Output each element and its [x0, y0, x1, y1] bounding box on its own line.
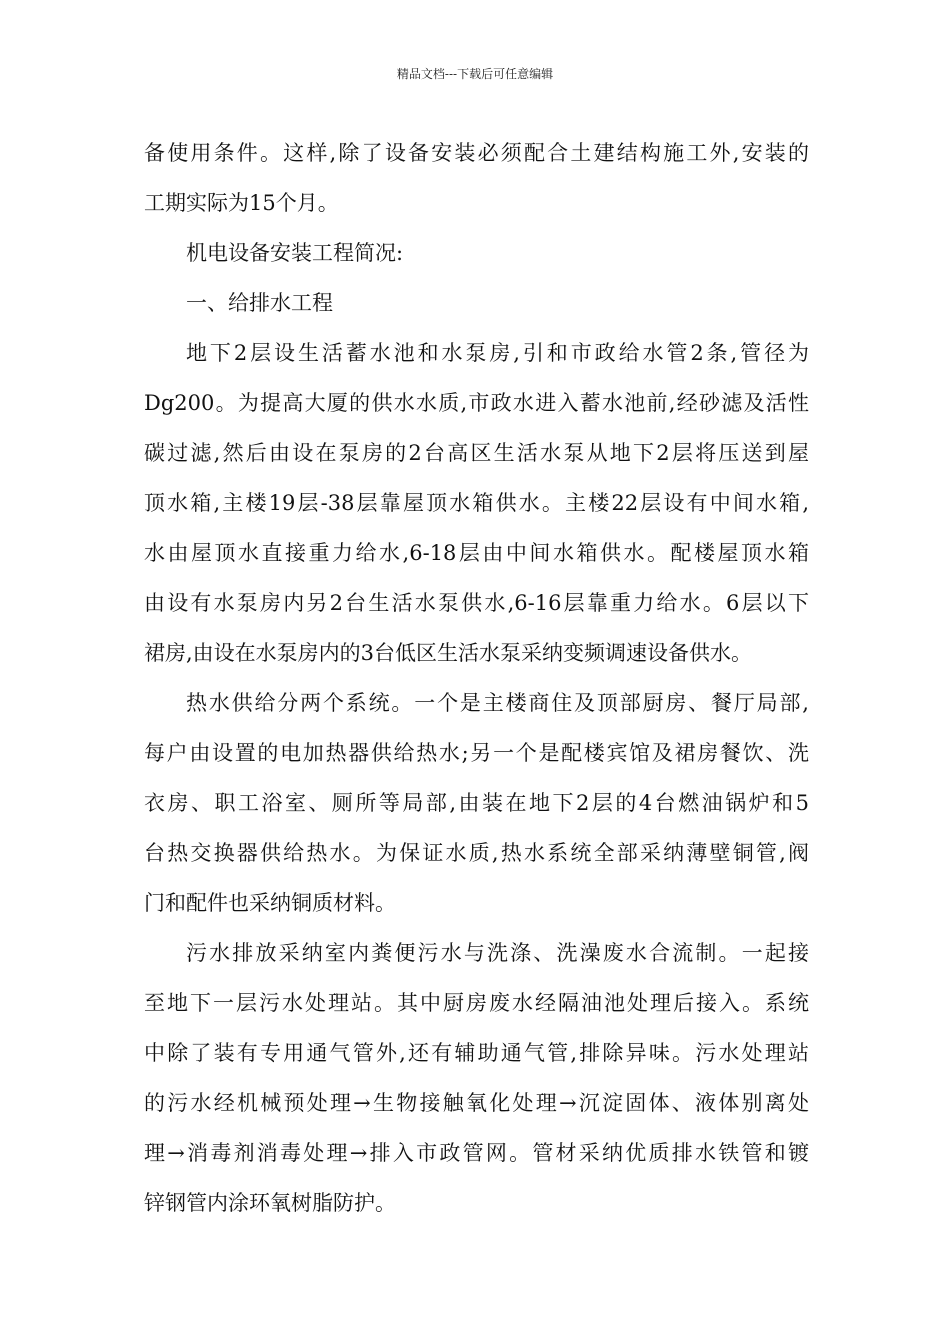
paragraph: [144, 328, 809, 678]
text-line: 备使用条件。这样,除了设备安装必须配合土建结构施工外,安装的: [144, 141, 809, 165]
text-line: 地下2层设生活蓄水池和水泵房,引和市政给水管2条,管径为: [186, 341, 809, 365]
paragraph: [144, 228, 809, 278]
text-line: 热水供给分两个系统。一个是主楼商住及顶部厨房、餐厅局部,: [186, 691, 809, 715]
text-line: 污水排放采纳室内粪便污水与洗涤、洗澡废水合流制。一起接: [186, 941, 809, 965]
page-header: 精品文档---下载后可任意编辑: [396, 67, 554, 81]
section-heading: 机电设备安装工程简况:: [186, 241, 404, 265]
text-line: 至地下一层污水处理站。其中厨房废水经隔油池处理后接入。系统: [144, 991, 809, 1015]
text-line: 锌钢管内涂环氧树脂防护。: [144, 1191, 396, 1215]
paragraph: [144, 928, 809, 1228]
text-line: 由设有水泵房内另2台生活水泵供水,6-16层靠重力给水。6层以下: [144, 591, 809, 615]
text-line: 每户由设置的电加热器供给热水;另一个是配楼宾馆及裙房餐饮、洗: [144, 741, 809, 765]
text-line: 碳过滤,然后由设在泵房的2台高区生活水泵从地下2层将压送到屋: [144, 441, 809, 465]
text-line: 工期实际为15个月。: [144, 191, 339, 215]
paragraph: [144, 128, 809, 228]
text-line: 理→消毒剂消毒处理→排入市政管网。管材采纳优质排水铁管和镀: [144, 1141, 809, 1165]
text-line: 衣房、职工浴室、厕所等局部,由装在地下2层的4台燃油锅炉和5: [144, 791, 809, 815]
text-line: 顶水箱,主楼19层-38层靠屋顶水箱供水。主楼22层设有中间水箱,: [144, 491, 809, 515]
subsection-heading: 一、给排水工程: [186, 291, 333, 315]
text-line: 水由屋顶水直接重力给水,6-18层由中间水箱供水。配楼屋顶水箱: [144, 541, 809, 565]
text-line: 台热交换器供给热水。为保证水质,热水系统全部采纳薄壁铜管,阀: [144, 841, 809, 865]
text-line: 中除了装有专用通气管外,还有辅助通气管,排除异味。污水处理站: [144, 1041, 809, 1065]
text-line: Dg200。为提高大厦的供水水质,市政水进入蓄水池前,经砂滤及活性: [144, 391, 809, 415]
paragraph: [144, 278, 809, 328]
paragraph: [144, 678, 809, 928]
text-line: 门和配件也采纳铜质材料。: [144, 891, 396, 915]
text-line: 的污水经机械预处理→生物接触氧化处理→沉淀固体、液体别离处: [144, 1091, 809, 1115]
text-line: 裙房,由设在水泵房内的3台低区生活水泵采纳变频调速设备供水。: [144, 641, 753, 665]
document-body: [144, 128, 809, 1228]
